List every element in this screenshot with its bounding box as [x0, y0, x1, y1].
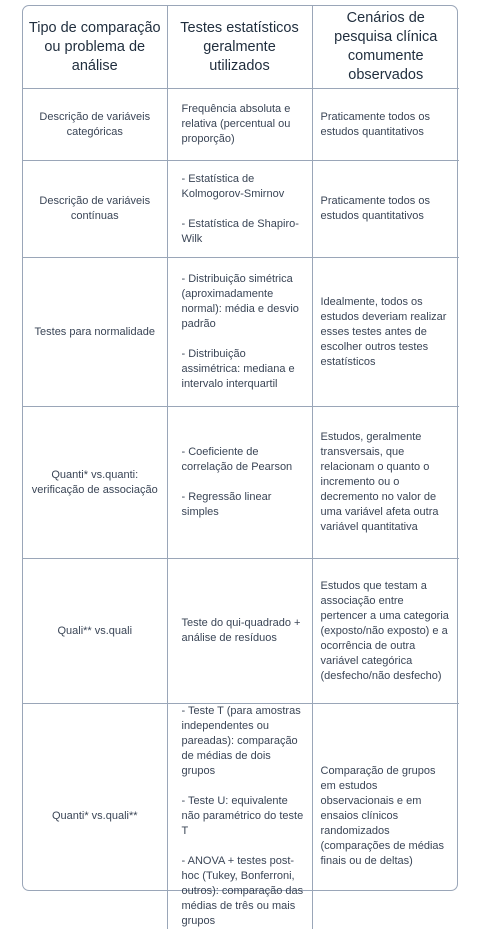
comparison-type-cell: Testes para normalidade [23, 258, 167, 407]
test-item: - Estatística de Kolmogorov-Smirnov [182, 172, 304, 202]
tests-cell [167, 559, 312, 704]
comparison-type-cell: Quali** vs.quali [23, 559, 167, 704]
test-item: - Distribuição assimétrica: mediana e intervalo interquartil [182, 347, 304, 392]
scenario-cell: Estudos que testam a associação entre pertencer a uma categoria (exposto/não exposto) e a ocorrência de outra variável categórica (desfecho/não desfecho) [312, 559, 459, 704]
header-research-scenarios: Cenários de pesquisa clínica comumente observados [312, 6, 459, 89]
tests-cell [167, 258, 312, 407]
tests-cell [167, 89, 312, 161]
comparison-type-cell: Descrição de variáveis categóricas [23, 89, 167, 161]
table-row [23, 704, 459, 929]
tests-cell [167, 407, 312, 559]
test-item: - Estatística de Shapiro-Wilk [182, 217, 304, 247]
header-statistical-tests: Testes estatísticos geralmente utilizados [167, 6, 312, 89]
table-row [23, 407, 459, 559]
test-item: - ANOVA + testes post-hoc (Tukey, Bonferroni, outros): comparação das médias de três ou mais grupos [182, 854, 304, 929]
comparison-type-cell: Descrição de variáveis contínuas [23, 161, 167, 258]
scenario-cell: Idealmente, todos os estudos deveriam realizar esses testes antes de escolher outros testes estatísticos [312, 258, 459, 407]
statistics-table-container [22, 5, 458, 891]
statistics-table [23, 6, 459, 929]
test-item: - Teste U: equivalente não paramétrico do teste T [182, 794, 304, 839]
table-row [23, 161, 459, 258]
table-row [23, 89, 459, 161]
test-item: Frequência absoluta e relativa (percentual ou proporção) [182, 102, 304, 147]
test-item: Teste do qui-quadrado + análise de resíduos [182, 616, 304, 646]
comparison-type-cell: Quanti* vs.quanti: verificação de associação [23, 407, 167, 559]
scenario-cell: Praticamente todos os estudos quantitativos [312, 89, 459, 161]
test-item: - Coeficiente de correlação de Pearson [182, 445, 304, 475]
tests-cell [167, 704, 312, 929]
header-row [23, 6, 459, 89]
test-item: - Regressão linear simples [182, 490, 304, 520]
test-item: - Teste T (para amostras independentes ou pareadas): comparação de médias de dois grupos [182, 704, 304, 779]
header-comparison-type: Tipo de comparação ou problema de análise [23, 6, 167, 89]
comparison-type-cell: Quanti* vs.quali** [23, 704, 167, 929]
table-row [23, 559, 459, 704]
scenario-cell: Comparação de grupos em estudos observacionais e em ensaios clínicos randomizados (comparações de médias finais ou de deltas) [312, 704, 459, 929]
test-item: - Distribuição simétrica (aproximadamente normal): média e desvio padrão [182, 272, 304, 332]
scenario-cell: Praticamente todos os estudos quantitativos [312, 161, 459, 258]
scenario-cell: Estudos, geralmente transversais, que relacionam o quanto o incremento ou o decremento no valor de uma variável afeta outra variável quantitativa [312, 407, 459, 559]
tests-cell [167, 161, 312, 258]
table-row [23, 258, 459, 407]
